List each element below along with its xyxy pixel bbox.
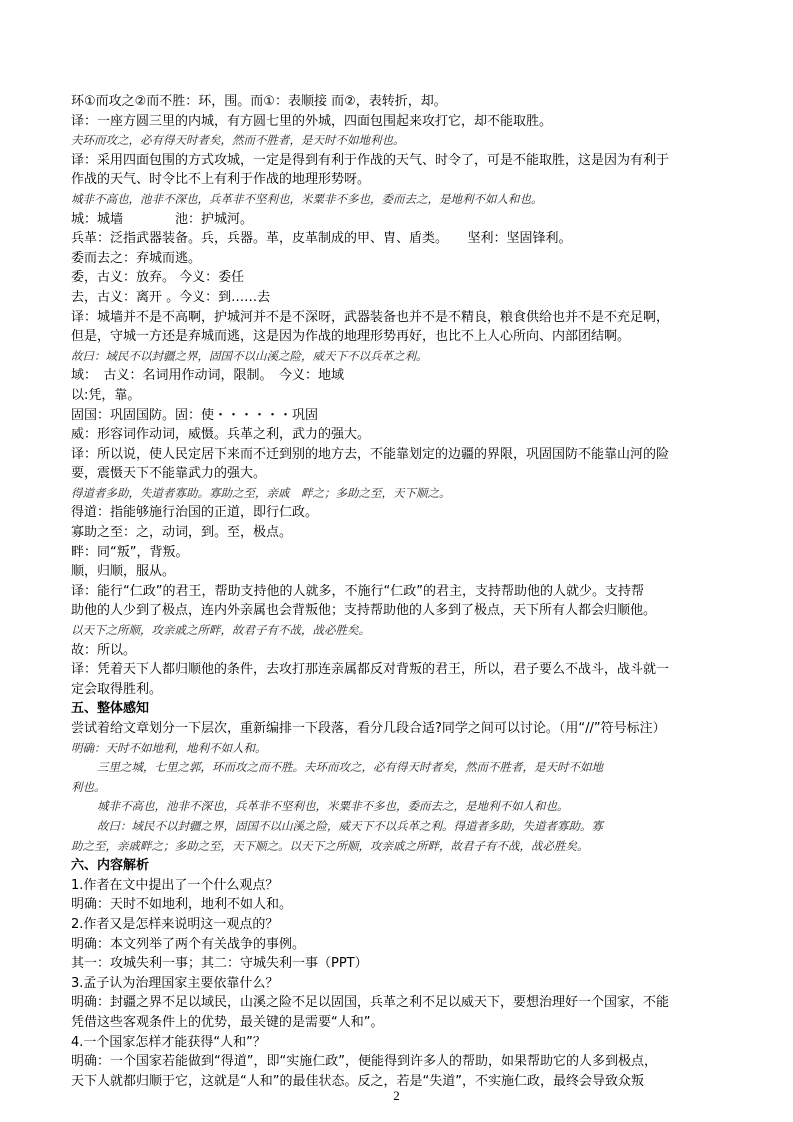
text-line: 故曰：域民不以封疆之界，固国不以山溪之险，威天下不以兵革之利。得道者多助，失道者寡助。寡 bbox=[97, 818, 603, 833]
text-line: 3.孟子认为治理国家主要依靠什么？ bbox=[71, 975, 279, 991]
text-line: 其一：攻城失利一事；其二：守城失利一事（PPT） bbox=[71, 956, 368, 972]
text-line: 固国：巩固国防。固：使・・・・・・巩固 bbox=[71, 407, 319, 423]
text-line: 委，古义：放弃。 今义：委任 bbox=[71, 270, 245, 286]
text-line: 去，古义：离开 。今义：到……去 bbox=[71, 289, 271, 305]
text-line: 以:凭，靠。 bbox=[71, 387, 141, 403]
text-line: 译：采用四面包围的方式攻城，一定是得到有利于作战的天气、时令了，可是不能取胜，这是因为有利于 bbox=[71, 152, 670, 168]
text-line: 明确：天时不如地利，地利不如人和。 bbox=[71, 897, 293, 913]
text-line: 城非不高也，池非不深也，兵革非不坚利也，米粟非不多也，委而去之，是地利不如人和也。 bbox=[71, 191, 543, 206]
text-line: 明确：一个国家若能做到“得道”，即“实施仁政”，便能得到许多人的帮助，如果帮助它的人多到极点， bbox=[71, 1054, 657, 1070]
text-line: 寡助之至：之，动词，到。至，极点。 bbox=[71, 525, 293, 541]
text-line: 城：城墙 池：护城河。 bbox=[71, 211, 254, 227]
text-line: 故曰：域民不以封疆之界，固国不以山溪之险，威天下不以兵革之利。 bbox=[71, 348, 428, 363]
text-line: 明确：本文列举了两个有关战争的事例。 bbox=[71, 936, 306, 952]
text-line: 译：凭着天下人都归顺他的条件，去攻打那连亲属都反对背叛的君王，所以，君子要么不战斗，战斗就一 bbox=[71, 662, 670, 678]
text-line: 兵革：泛指武器装备。兵，兵器。革，皮革制成的甲、胄、盾类。 坚利：坚固锋利。 bbox=[71, 231, 572, 247]
page-content bbox=[71, 92, 726, 1091]
text-line: 尝试着给文章划分一下层次，重新编排一下段落，看分几段合适?同学之间可以讨论。（用“//”符号标注） bbox=[71, 721, 666, 736]
text-line: 城非不高也，池非不深也，兵革非不坚利也，米粟非不多也，委而去之，是地利不如人和也。 bbox=[97, 799, 569, 814]
text-line: 环①而攻之②而不胜：环，围。而①：表顺接 而②，表转折，却。 bbox=[71, 94, 447, 109]
text-line: 2.作者又是怎样来说明这一观点的？ bbox=[71, 916, 279, 932]
text-line: 译：能行“仁政”的君王，帮助支持他的人就多，不施行“仁政”的君主，支持帮助他的人就少。支持帮 bbox=[71, 583, 644, 599]
text-line: 助之至，亲戚畔之；多助之至，天下顺之。以天下之所顺，攻亲戚之所畔，故君子有不战，战必胜矣。 bbox=[71, 838, 589, 853]
text-line: 威：形容词作动词，威慑。兵革之利，武力的强大。 bbox=[71, 427, 371, 443]
text-line: 助他的人少到了极点，连内外亲属也会背叛他；支持帮助他的人多到了极点，天下所有人都会归顺他。 bbox=[71, 603, 657, 619]
text-line: 定会取得胜利。 bbox=[71, 681, 163, 697]
page-number: 2 bbox=[393, 1088, 400, 1103]
text-line: 顺，归顺，服从。 bbox=[71, 564, 176, 580]
text-line: 域： 古义：名词用作动词，限制。 今义：地域 bbox=[71, 368, 345, 384]
text-line: 4.一个国家怎样才能获得“人和”？ bbox=[71, 1034, 266, 1050]
text-line: 要，震慑天下不能靠武力的强大。 bbox=[71, 466, 267, 482]
text-line: 明确：天时不如地利，地利不如人和。 bbox=[71, 740, 267, 755]
text-line: 明确：封疆之界不足以域民，山溪之险不足以固国，兵革之利不足以威天下，要想治理好一个国家，不能 bbox=[71, 995, 670, 1011]
text-line: 三里之城，七里之郭，环而攻之而不胜。夫环而攻之，必有得天时者矣，然而不胜者，是天时不如地 bbox=[97, 760, 603, 775]
text-line: 得道：指能够施行治国的正道，即行仁政。 bbox=[71, 505, 319, 521]
text-line: 夫环而攻之，必有得天时者矣，然而不胜者，是天时不如地利也。 bbox=[71, 133, 405, 148]
section-heading: 五、整体感知 bbox=[71, 701, 150, 717]
text-line: 得道者多助，失道者寡助。寡助之至，亲戚 畔之；多助之至，天下顺之。 bbox=[71, 485, 451, 500]
text-line: 委而去之：弃城而逃。 bbox=[71, 250, 202, 266]
text-line: 译：城墙并不是不高啊，护城河并不是不深呀，武器装备也并不是不精良，粮食供给也并不是不充足啊， bbox=[71, 309, 670, 325]
text-line: 凭借这些客观条件上的优势，最关键的是需要“人和”。 bbox=[71, 1014, 384, 1030]
text-line: 1.作者在文中提出了一个什么观点？ bbox=[71, 877, 279, 893]
text-line: 译：所以说，使人民定居下来而不迁到别的地方去，不能靠划定的边疆的界限，巩固国防不能靠山河的险 bbox=[71, 446, 670, 462]
text-line: 故：所以。 bbox=[71, 642, 137, 658]
text-line: 天下人就都归顺于它，这就是“人和”的最佳状态。反之，若是“失道”，不实施仁政，最终会导致众叛 bbox=[71, 1073, 644, 1089]
text-line: 译：一座方圆三里的内城，有方圆七里的外城，四面包围起来攻打它，却不能取胜。 bbox=[71, 113, 553, 129]
text-line: 作战的天气、时令比不上有利于作战的地理形势呀。 bbox=[71, 172, 371, 188]
text-line: 但是，守城一方还是弃城而逃，这是因为作战的地理形势再好，也比不上人心所向、内部团结啊。 bbox=[71, 329, 631, 345]
text-line: 利也。 bbox=[71, 779, 106, 794]
section-heading: 六、内容解析 bbox=[71, 858, 150, 874]
text-line: 畔：同“叛”，背叛。 bbox=[71, 544, 189, 560]
text-line: 以天下之所顺，攻亲戚之所畔，故君子有不战，战必胜矣。 bbox=[71, 623, 370, 638]
